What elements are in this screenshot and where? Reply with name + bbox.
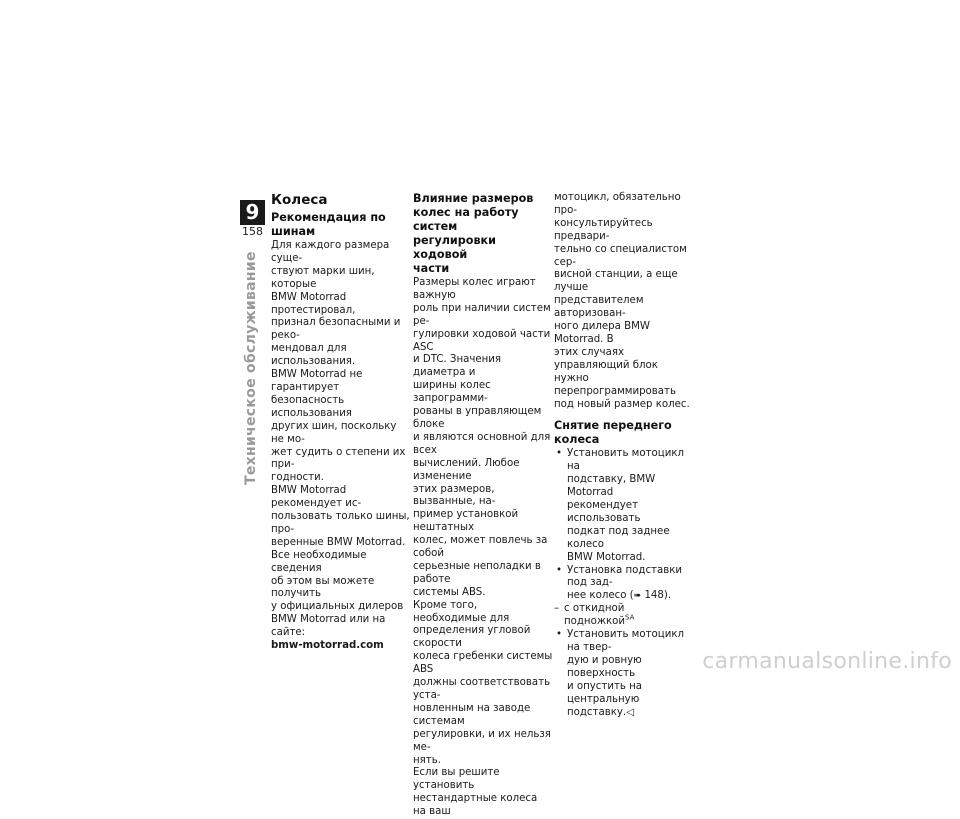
section-title-wheels: Колеса xyxy=(271,192,328,208)
heading-front-wheel-removal: Снятие переднего колеса xyxy=(554,419,672,447)
step-2-text: Установка подставки под зад- нее колесо ( xyxy=(567,564,683,602)
watermark: carmanualsonline.info xyxy=(702,649,952,674)
page-ref-arrow-icon: ➠ xyxy=(633,591,642,602)
wheel-size-text: Размеры колес играют важную роль при наличии систем ре- гулировки ходовой части ASC и DTC. Значения диаметра и ширины колес запрограмми- рованы в управляющем блоке и являются основной для всех вычислений. Любое изменение этих размеров, вызванные, на- пример установкой нештатных колес, может повлечь за собой серьезные неполадки в работе системы ABS. Кроме того, необходимые для определения угловой скорости колеса гребенки системы ABS должны соответствовать уста- новленным на заводе системам регулировки, и их нельзя ме- нять. Если вы решите установить нестандартные колеса на ваш xyxy=(413,277,553,818)
step-2 xyxy=(554,565,694,604)
step-3-condition xyxy=(554,603,694,629)
tire-recommendation-text: Для каждого размера суще- ствуют марки шин, которые BMW Motorrad протестировал, признал безопасными и реко- мендовал для использования. BMW Motorrad не гарантирует безопасность использования других шин, поскольку не мо- жет судить о степени их при- годности. BMW Motorrad рекомендует ис- пользовать только шины, про- веренные BMW Motorrad. Все необходимые сведения об этом вы можете получить у официальных дилеров BMW Motorrad или на сайте: xyxy=(271,240,410,639)
page-ref[interactable]: 148 xyxy=(644,590,664,602)
removal-steps xyxy=(554,448,694,719)
chapter-tab xyxy=(240,200,265,238)
step-1: • Установить мотоцикл на подставку, BMW Motorrad рекомендует использовать подкат под заднее колесо BMW Motorrad. xyxy=(554,448,694,564)
end-marker-icon: ◁ xyxy=(626,706,634,718)
column-3 xyxy=(554,192,694,719)
page-number: 158 xyxy=(242,225,263,238)
wheel-size-text-continued: мотоцикл, обязательно про- консультируйтесь предвари- тельно со специалистом сер- висной станции, а еще лучше представителем авторизован- ного дилера BMW Motorrad. В этих случаях управляющий блок нужно перепрограммировать под новый размер колес. xyxy=(554,192,690,410)
column-2 xyxy=(413,192,553,819)
heading-wheel-size-influence: Влияние размеров колес на работу систем регулировки ходовой части xyxy=(413,192,534,275)
column-1 xyxy=(271,192,411,653)
chapter-title: Техническое обслуживание xyxy=(243,251,259,485)
chapter-number: 9 xyxy=(240,200,265,225)
step-2-end: ). xyxy=(663,590,672,602)
heading-tire-recommendation: Рекомендация по шинам xyxy=(271,211,386,238)
sa-superscript: SA xyxy=(625,613,635,622)
step-4-text: Установить мотоцикл на твер- дую и ровную поверхность и опустить на центральную подставку. xyxy=(567,629,684,718)
step-4 xyxy=(554,629,694,719)
website-link[interactable]: bmw-motorrad.com xyxy=(271,640,384,652)
step-3-text: с откидной подножкой xyxy=(564,603,626,628)
